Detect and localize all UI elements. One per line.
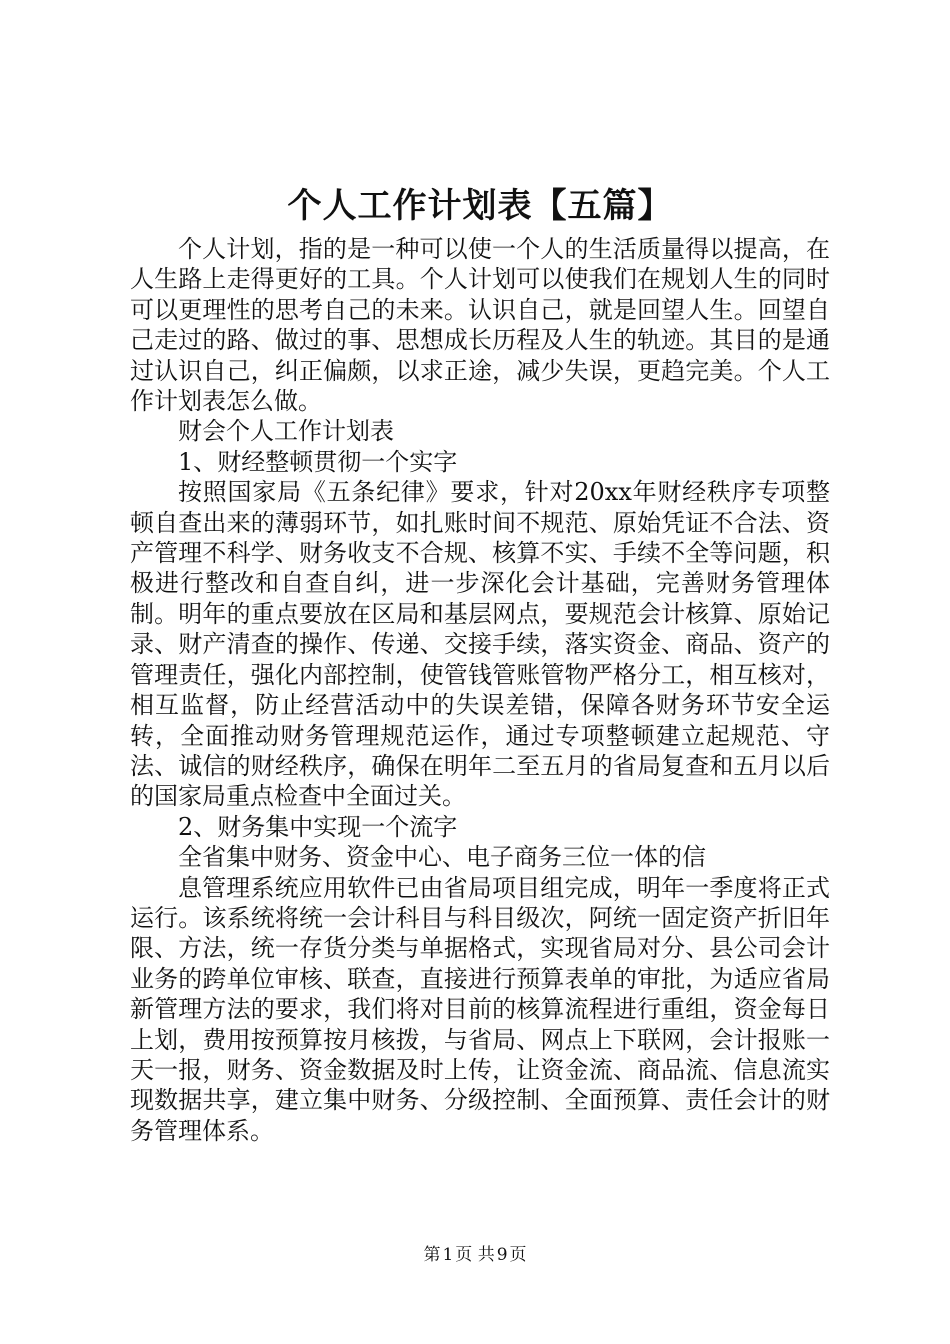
body-paragraph-2-continued: 息管理系统应用软件已由省局项目组完成，明年一季度将正式运行。该系统将统一会计科目与科目级次，阿统一固定资产折旧年限、方法，统一存货分类与单据格式，实现省局对分、县公司会计业务的跨单位审核、联查，直接进行预算表单的审批，为适应省局新管理方法的要求，我们将对目前的核算流程进行重组，资金每日上划，费用按预算按月核拨，与省局、网点上下联网，会计报账一天一报，财务、资金数据及时上传，让资金流、商品流、信息流实现数据共享，建立集中财务、分级控制、全面预算、责任会计的财务管理体系。	[130, 873, 830, 1145]
section-heading: 财会个人工作计划表	[178, 417, 394, 446]
footer-page-prefix: 第	[423, 1245, 441, 1265]
body-paragraph-2-start: 全省集中财务、资金中心、电子商务三位一体的信	[178, 843, 706, 872]
footer-page-total: 9	[496, 1245, 508, 1265]
footer-page-current: 1	[442, 1245, 454, 1265]
page-footer	[0, 1244, 950, 1266]
footer-page-suffix: 页	[509, 1245, 527, 1265]
document-title: 个人工作计划表【五篇】	[287, 186, 673, 226]
intro-paragraph: 个人计划，指的是一种可以使一个人的生活质量得以提高，在人生路上走得更好的工具。个人计划可以使我们在规划人生的同时可以更理性的思考自己的未来。认识自己，就是回望人生。回望自己走过的路、做过的事、思想成长历程及人生的轨迹。其目的是通过认识自己，纠正偏颇，以求正途，减少失误，更趋完美。个人工作计划表怎么做。	[130, 235, 830, 416]
subsection-heading-1: 1、财经整顿贯彻一个实字	[178, 447, 458, 476]
subsection-heading-2: 2、财务集中实现一个流字	[178, 812, 458, 841]
footer-page-mid: 页 共	[455, 1245, 495, 1265]
document-page	[130, 184, 830, 1146]
body-paragraph-1: 按照国家局《五条纪律》要求，针对20xx年财经秩序专项整顿自查出来的薄弱环节，如扎账时间不规范、原始凭证不合法、资产管理不科学、财务收支不合规、核算不实、手续不全等问题，积极进行整改和自查自纠，进一步深化会计基础，完善财务管理体制。明年的重点要放在区局和基层网点，要规范会计核算、原始记录、财产清查的操作、传递、交接手续，落实资金、商品、资产的管理责任，强化内部控制，使管钱管账管物严格分工，相互核对，相互监督，防止经营活动中的失误差错，保障各财务环节安全运转，全面推动财务管理规范运作，通过专项整顿建立起规范、守法、诚信的财经秩序，确保在明年二至五月的省局复查和五月以后的国家局重点检查中全面过关。	[130, 478, 830, 811]
